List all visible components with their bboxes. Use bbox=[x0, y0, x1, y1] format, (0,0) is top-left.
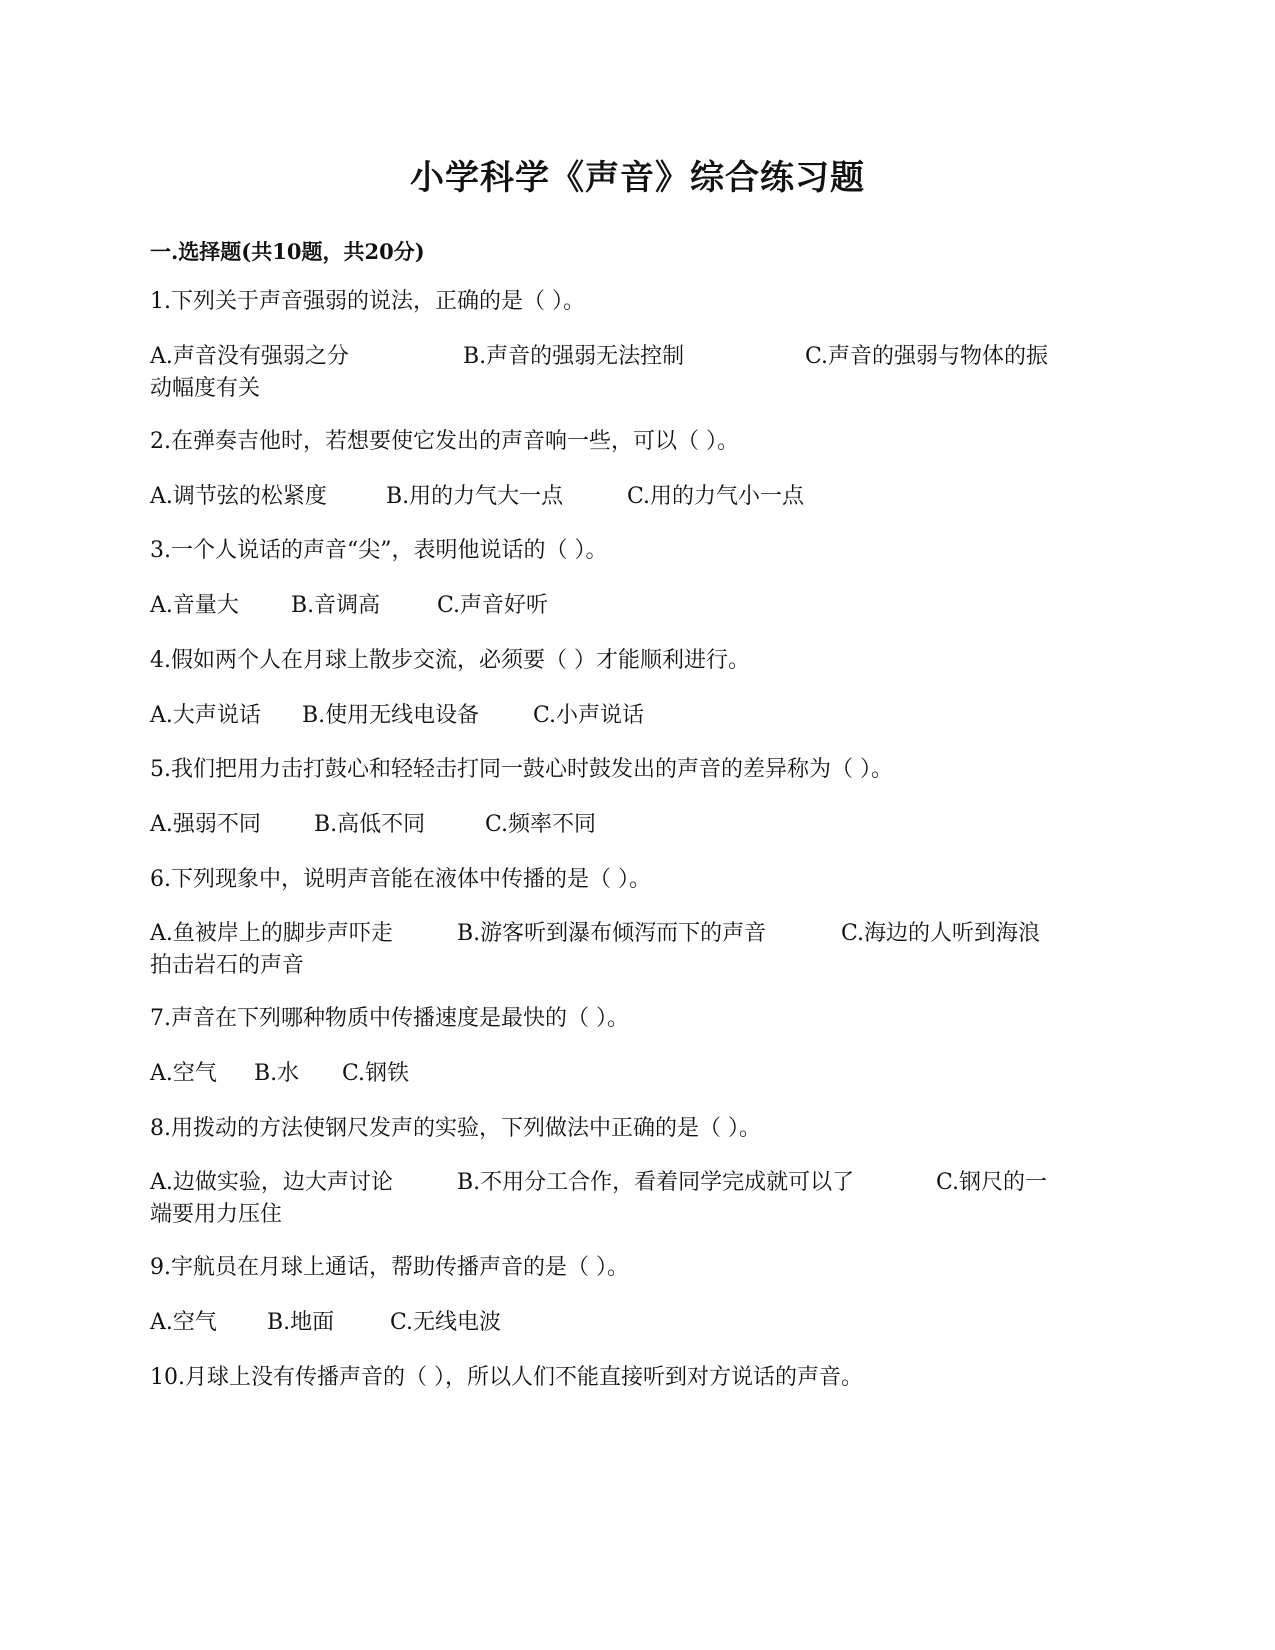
question-5-option-c: C.频率不同 bbox=[485, 812, 597, 837]
question-1-option-c-continued: 动幅度有关 bbox=[150, 376, 261, 401]
question-10-stem: 10.月球上没有传播声音的（ ），所以人们不能直接听到对方说话的声音。 bbox=[150, 1365, 863, 1390]
question-5-option-a: A.强弱不同 bbox=[150, 812, 261, 837]
question-1-option-c: C.声音的强弱与物体的振 bbox=[805, 344, 1049, 369]
question-4-option-c: C.小声说话 bbox=[533, 703, 645, 728]
question-2-option-b: B.用的力气大一点 bbox=[386, 484, 564, 509]
question-5-stem: 5.我们把用力击打鼓心和轻轻击打同一鼓心时鼓发出的声音的差异称为（ ）。 bbox=[150, 757, 893, 782]
question-5-option-b: B.高低不同 bbox=[314, 812, 426, 837]
question-7-option-c: C.钢铁 bbox=[342, 1061, 410, 1086]
page-title: 小学科学《声音》综合练习题 bbox=[410, 158, 865, 198]
question-3-option-b: B.音调高 bbox=[291, 593, 381, 618]
question-8-option-c-continued: 端要用力压住 bbox=[150, 1202, 283, 1227]
question-3-option-c: C.声音好听 bbox=[437, 593, 549, 618]
question-4-stem: 4.假如两个人在月球上散步交流，必须要（ ）才能顺利进行。 bbox=[150, 648, 750, 673]
question-9-option-b: B.地面 bbox=[267, 1310, 335, 1335]
question-7-option-b: B.水 bbox=[254, 1061, 300, 1086]
question-3-option-a: A.音量大 bbox=[150, 593, 239, 618]
question-2-option-a: A.调节弦的松紧度 bbox=[150, 484, 327, 509]
question-6-option-c-continued: 拍击岩石的声音 bbox=[150, 953, 305, 978]
question-6-option-a: A.鱼被岸上的脚步声吓走 bbox=[150, 921, 393, 946]
question-1-option-a: A.声音没有强弱之分 bbox=[150, 344, 349, 369]
question-9-option-a: A.空气 bbox=[150, 1310, 217, 1335]
question-8-option-a: A.边做实验，边大声讨论 bbox=[150, 1170, 393, 1195]
question-9-option-c: C.无线电波 bbox=[390, 1310, 502, 1335]
question-4-option-a: A.大声说话 bbox=[150, 703, 261, 728]
question-8-stem: 8.用拨动的方法使钢尺发声的实验，下列做法中正确的是（ ）。 bbox=[150, 1116, 761, 1141]
question-6-option-c: C.海边的人听到海浪 bbox=[841, 921, 1041, 946]
question-9-stem: 9.宇航员在月球上通话，帮助传播声音的是（ ）。 bbox=[150, 1255, 629, 1280]
question-6-option-b: B.游客听到瀑布倾泻而下的声音 bbox=[457, 921, 767, 946]
section-heading: 一.选择题(共10题，共20分) bbox=[150, 239, 425, 264]
question-3-stem: 3.一个人说话的声音“尖”，表明他说话的（ ）。 bbox=[150, 538, 608, 563]
question-1-stem: 1.下列关于声音强弱的说法，正确的是（ ）。 bbox=[150, 289, 585, 314]
question-7-stem: 7.声音在下列哪种物质中传播速度是最快的（ ）。 bbox=[150, 1006, 629, 1031]
question-1-option-b: B.声音的强弱无法控制 bbox=[463, 344, 685, 369]
question-4-option-b: B.使用无线电设备 bbox=[302, 703, 480, 728]
question-8-option-b: B.不用分工合作，看着同学完成就可以了 bbox=[457, 1170, 855, 1195]
question-2-option-c: C.用的力气小一点 bbox=[627, 484, 805, 509]
question-7-option-a: A.空气 bbox=[150, 1061, 217, 1086]
question-2-stem: 2.在弹奏吉他时，若想要使它发出的声音响一些，可以（ ）。 bbox=[150, 429, 739, 454]
question-6-stem: 6.下列现象中，说明声音能在液体中传播的是（ ）。 bbox=[150, 867, 651, 892]
question-8-option-c: C.钢尺的一 bbox=[936, 1170, 1048, 1195]
